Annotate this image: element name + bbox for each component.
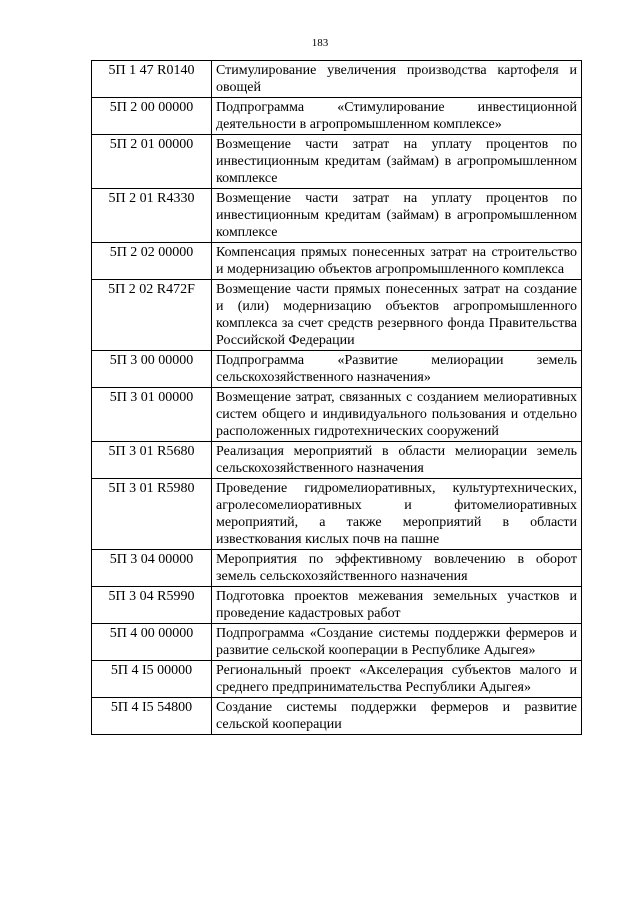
row-description: Возмещение части затрат на уплату процентов по инвестиционным кредитам (займам) в агропромышленном комплексе: [212, 135, 582, 189]
row-description: Подготовка проектов межевания земельных участков и проведение кадастровых работ: [212, 587, 582, 624]
row-description: Проведение гидромелиоративных, культуртехнических, агролесомелиоративных и фитомелиоративных мероприятий, а также мероприятий в области известкования кислых почв на пашне: [212, 479, 582, 550]
row-code: 5П 2 02 00000: [92, 243, 212, 280]
table-row: [92, 698, 582, 735]
page-number: 183: [311, 37, 329, 49]
table-row: [92, 550, 582, 587]
table-row: [92, 135, 582, 189]
row-description: Возмещение части затрат на уплату процентов по инвестиционным кредитам (займам) в агропромышленном комплексе: [212, 189, 582, 243]
row-code: 5П 4 I5 00000: [92, 661, 212, 698]
budget-classification-table: [91, 60, 582, 735]
row-description: Подпрограмма «Стимулирование инвестиционной деятельности в агропромышленном комплексе»: [212, 98, 582, 135]
row-description: Компенсация прямых понесенных затрат на строительство и модернизацию объектов агропромышленного комплекса: [212, 243, 582, 280]
table-row: [92, 388, 582, 442]
row-code: 5П 1 47 R0140: [92, 61, 212, 98]
row-description: Реализация мероприятий в области мелиорации земель сельскохозяйственного назначения: [212, 442, 582, 479]
row-description: Создание системы поддержки фермеров и развитие сельской кооперации: [212, 698, 582, 735]
row-description: Региональный проект «Акселерация субъектов малого и среднего предпринимательства Республики Адыгея»: [212, 661, 582, 698]
row-code: 5П 3 04 00000: [92, 550, 212, 587]
table-row: [92, 479, 582, 550]
row-code: 5П 2 01 R4330: [92, 189, 212, 243]
row-description: Подпрограмма «Развитие мелиорации земель сельскохозяйственного назначения»: [212, 351, 582, 388]
table-row: [92, 189, 582, 243]
row-description: Возмещение части прямых понесенных затрат на создание и (или) модернизацию объектов агропромышленного комплекса за счет средств резервного фонда Правительства Российской Федерации: [212, 280, 582, 351]
row-code: 5П 2 00 00000: [92, 98, 212, 135]
row-code: 5П 3 01 00000: [92, 388, 212, 442]
row-code: 5П 2 02 R472F: [92, 280, 212, 351]
table-row: [92, 280, 582, 351]
row-code: 5П 4 I5 54800: [92, 698, 212, 735]
row-description: Подпрограмма «Создание системы поддержки фермеров и развитие сельской кооперации в Республике Адыгея»: [212, 624, 582, 661]
row-description: Стимулирование увеличения производства картофеля и овощей: [212, 61, 582, 98]
row-code: 5П 2 01 00000: [92, 135, 212, 189]
table-row: [92, 243, 582, 280]
table-body: [92, 61, 582, 735]
row-code: 5П 3 00 00000: [92, 351, 212, 388]
table-row: [92, 624, 582, 661]
table-row: [92, 442, 582, 479]
table-row: [92, 98, 582, 135]
table-row: [92, 587, 582, 624]
row-description: Мероприятия по эффективному вовлечению в оборот земель сельскохозяйственного назначения: [212, 550, 582, 587]
table-row: [92, 61, 582, 98]
table-row: [92, 661, 582, 698]
row-code: 5П 3 04 R5990: [92, 587, 212, 624]
row-code: 5П 4 00 00000: [92, 624, 212, 661]
row-code: 5П 3 01 R5980: [92, 479, 212, 550]
row-code: 5П 3 01 R5680: [92, 442, 212, 479]
table-row: [92, 351, 582, 388]
row-description: Возмещение затрат, связанных с созданием мелиоративных систем общего и индивидуального пользования и отдельно расположенных гидротехнических сооружений: [212, 388, 582, 442]
